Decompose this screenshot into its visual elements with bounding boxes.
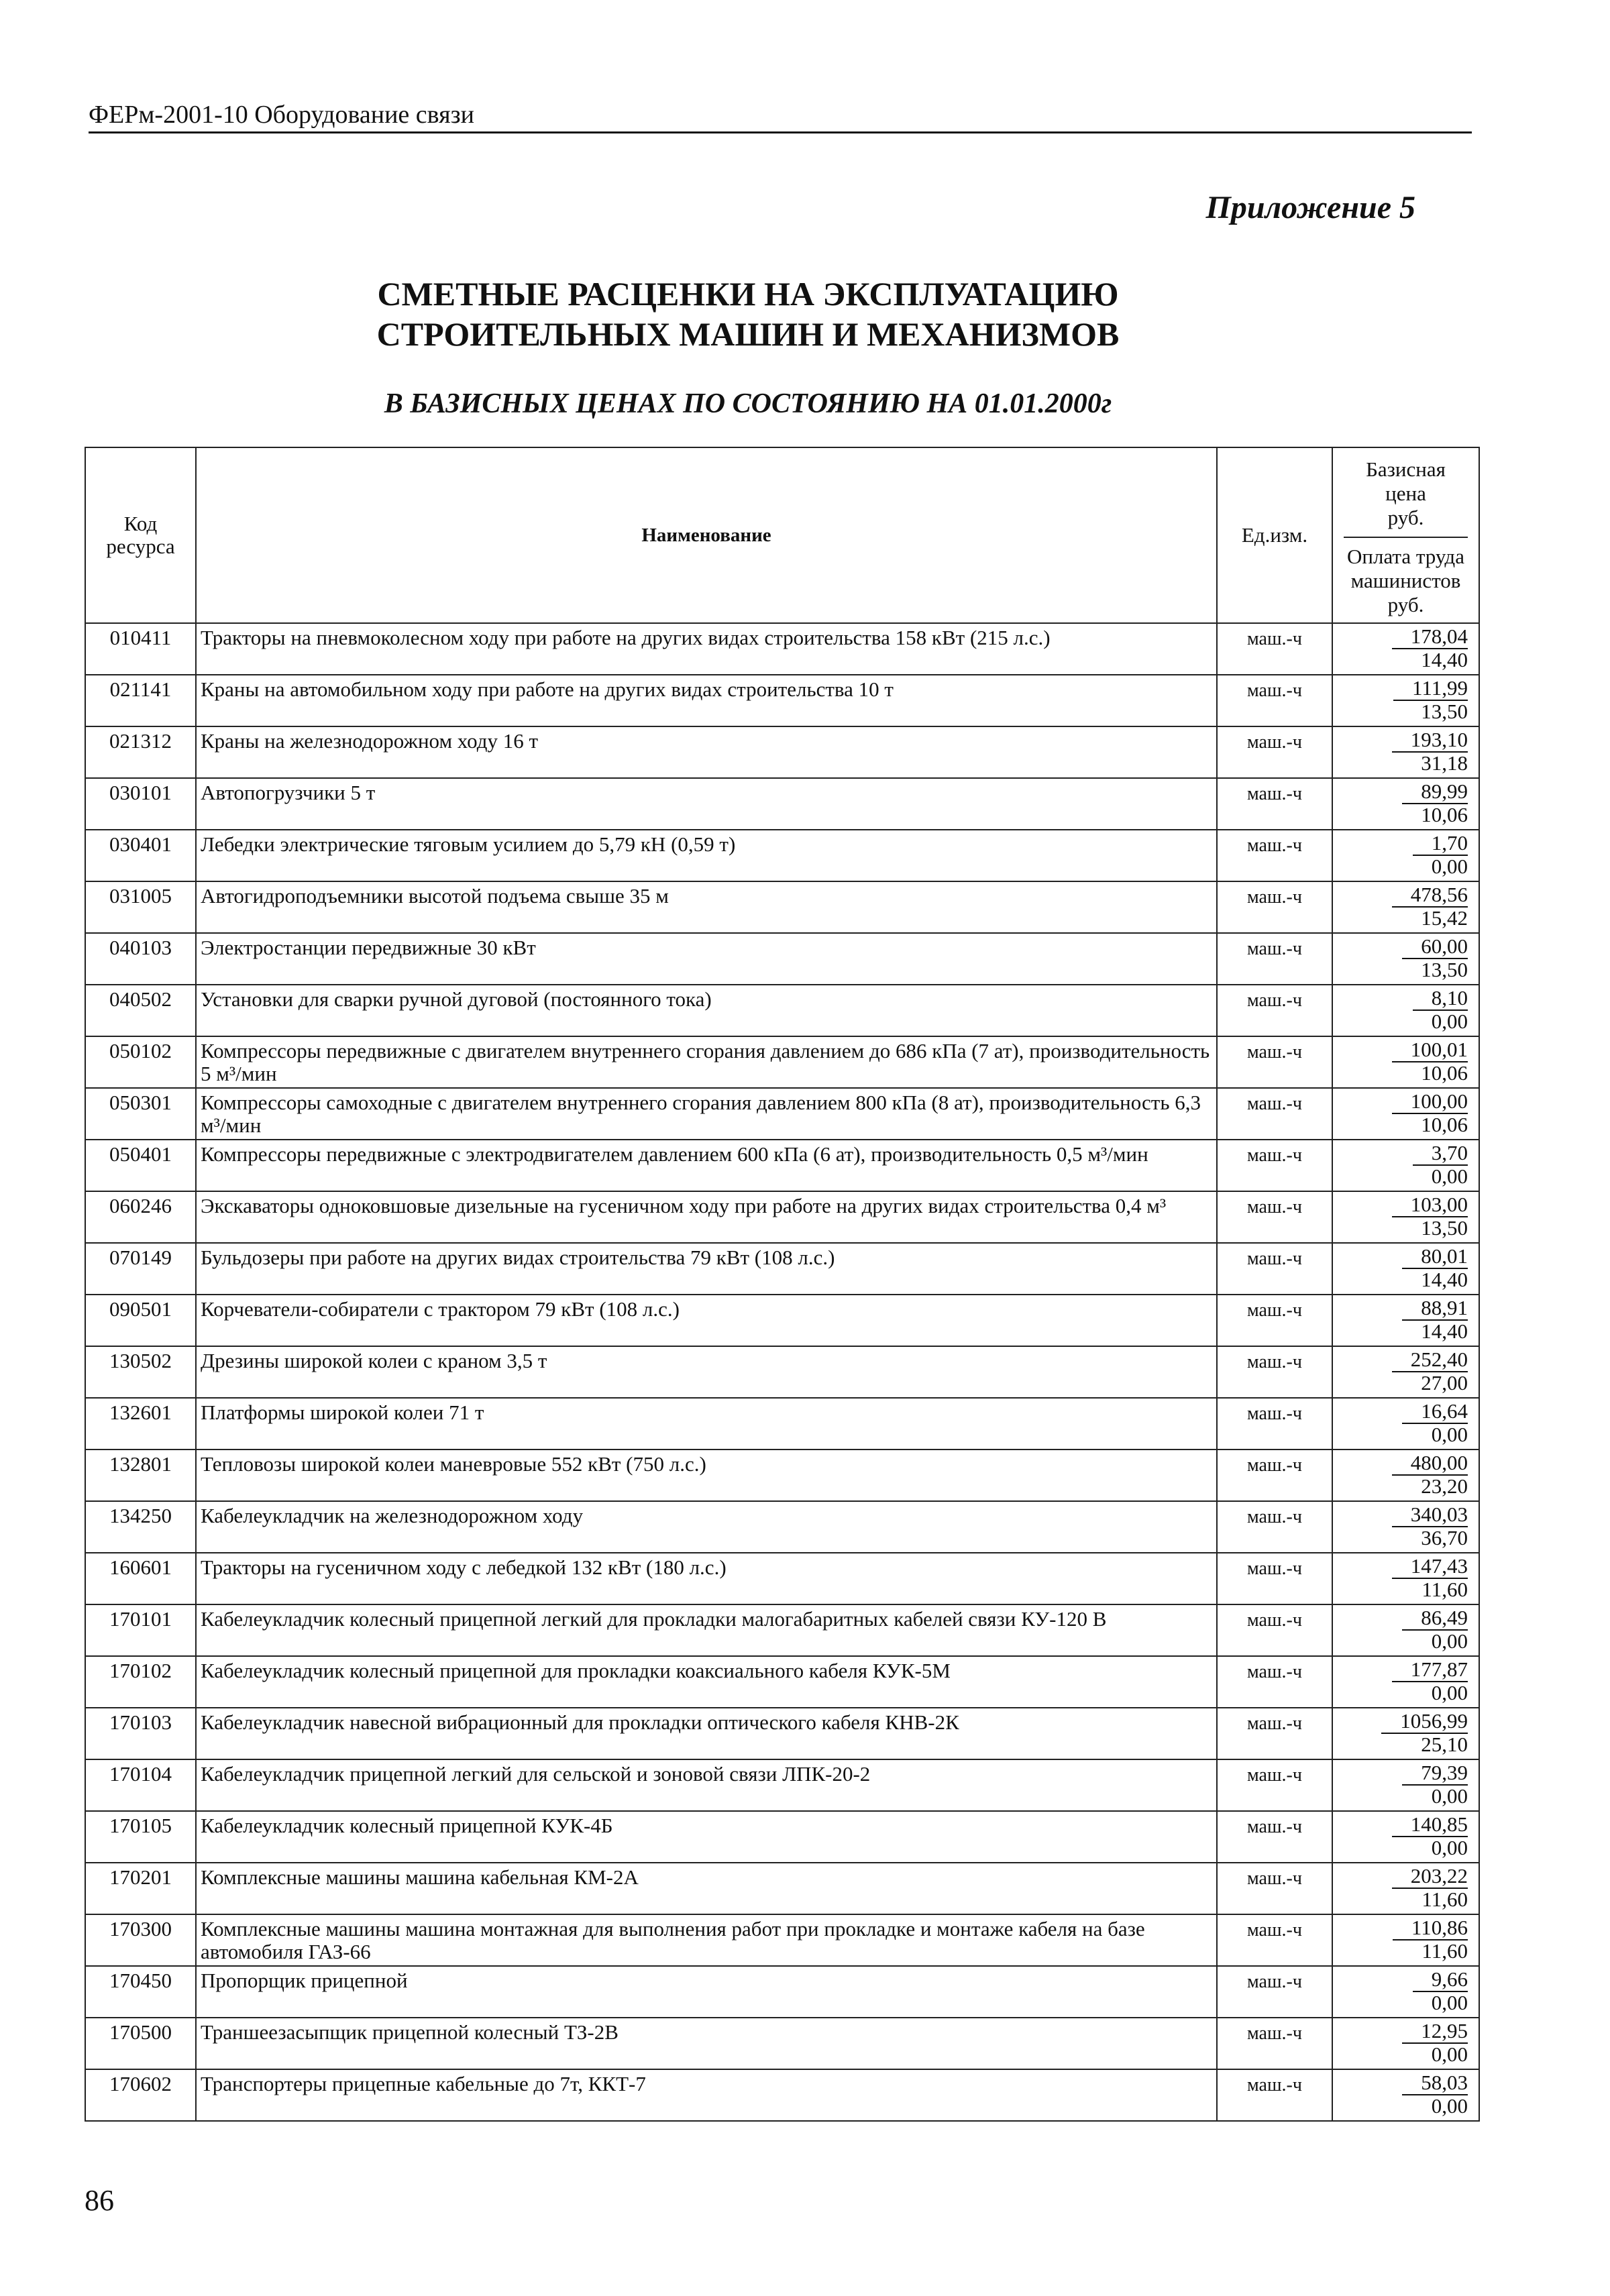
table-header-row	[85, 447, 1479, 623]
resource-unit: маш.-ч	[1217, 881, 1332, 933]
header-code-line-1: Код	[123, 512, 158, 535]
base-price-line	[1333, 1708, 1479, 1733]
resource-price-cell	[1332, 1346, 1479, 1398]
base-price-line	[1333, 624, 1479, 648]
base-price-line	[1333, 1450, 1479, 1474]
resource-code: 030101	[85, 778, 196, 830]
base-price-line	[1333, 1657, 1479, 1681]
base-price-line	[1333, 1760, 1479, 1784]
resource-price-cell	[1332, 1553, 1479, 1604]
labor-pay: 0,00	[1431, 1991, 1468, 2014]
labor-pay: 23,20	[1421, 1474, 1468, 1498]
resource-unit: маш.-ч	[1217, 830, 1332, 881]
resource-unit: маш.-ч	[1217, 1553, 1332, 1604]
resource-code: 170105	[85, 1811, 196, 1863]
resource-code: 060246	[85, 1191, 196, 1243]
resource-unit: маш.-ч	[1217, 1346, 1332, 1398]
resource-unit: маш.-ч	[1217, 1759, 1332, 1811]
resource-price-cell	[1332, 1140, 1479, 1191]
resource-price-cell	[1332, 1450, 1479, 1501]
resource-unit: маш.-ч	[1217, 1191, 1332, 1243]
title-line-2: СТРОИТЕЛЬНЫХ МАШИН И МЕХАНИЗМОВ	[376, 315, 1120, 353]
page-number: 86	[85, 2184, 114, 2217]
base-price-line	[1333, 1037, 1479, 1061]
resource-code: 170104	[85, 1759, 196, 1811]
resource-price-cell	[1332, 1191, 1479, 1243]
labor-pay: 13,50	[1421, 700, 1468, 723]
base-price: 203,22	[1392, 1864, 1468, 1889]
resource-name: Тракторы на гусеничном ходу с лебедкой 132 кВт (180 л.с.)	[196, 1553, 1217, 1604]
labor-pay: 0,00	[1431, 1681, 1468, 1704]
resource-unit: маш.-ч	[1217, 1295, 1332, 1346]
table-body	[85, 623, 1479, 2121]
resource-price-cell	[1332, 1811, 1479, 1863]
resource-unit: маш.-ч	[1217, 726, 1332, 778]
resource-price-cell	[1332, 1966, 1479, 2018]
resource-price-cell	[1332, 1243, 1479, 1295]
header-code	[85, 447, 196, 623]
base-price: 340,03	[1392, 1502, 1468, 1527]
table-row	[85, 1088, 1479, 1140]
table-row	[85, 1036, 1479, 1088]
base-price-line	[1333, 2018, 1479, 2042]
resource-code: 170500	[85, 2018, 196, 2069]
header-labor-line-3: руб.	[1387, 593, 1424, 616]
resource-unit: маш.-ч	[1217, 675, 1332, 726]
base-price-line	[1333, 1915, 1479, 1939]
document-subtitle: В БАЗИСНЫХ ЦЕНАХ ПО СОСТОЯНИЮ НА 01.01.2000г	[384, 388, 1112, 419]
running-header: ФЕРм-2001-10 Оборудование связи	[89, 99, 1472, 133]
resource-unit: маш.-ч	[1217, 1088, 1332, 1140]
resource-code: 160601	[85, 1553, 196, 1604]
table-row	[85, 1656, 1479, 1708]
table-row	[85, 1811, 1479, 1863]
resource-code: 021141	[85, 675, 196, 726]
resource-code: 040502	[85, 985, 196, 1036]
resource-unit: маш.-ч	[1217, 623, 1332, 675]
table-row	[85, 1243, 1479, 1295]
base-price: 9,66	[1413, 1967, 1468, 1992]
table-row	[85, 1191, 1479, 1243]
table-row	[85, 1346, 1479, 1398]
base-price: 103,00	[1392, 1193, 1468, 1217]
base-price: 80,01	[1402, 1244, 1468, 1269]
resource-name: Электростанции передвижные 30 кВт	[196, 933, 1217, 985]
resource-price-cell	[1332, 778, 1479, 830]
base-price-line	[1333, 1553, 1479, 1578]
labor-pay: 27,00	[1421, 1371, 1468, 1395]
labor-pay: 11,60	[1421, 1888, 1468, 1911]
base-price-line	[1333, 1244, 1479, 1268]
header-labor-line-2: машинистов	[1350, 569, 1461, 592]
resource-code: 170102	[85, 1656, 196, 1708]
resource-name: Бульдозеры при работе на других видах строительства 79 кВт (108 л.с.)	[196, 1243, 1217, 1295]
resource-name: Краны на автомобильном ходу при работе на других видах строительства 10 т	[196, 675, 1217, 726]
table-row	[85, 2018, 1479, 2069]
resource-unit: маш.-ч	[1217, 1708, 1332, 1759]
labor-pay: 25,10	[1421, 1733, 1468, 1756]
resource-price-table	[85, 447, 1480, 2122]
appendix-label: Приложение 5	[1205, 190, 1415, 225]
base-price-line	[1333, 1140, 1479, 1164]
resource-name: Компрессоры передвижные с электродвигателем давлением 600 кПа (6 ат), производительность 0,5 м³/мин	[196, 1140, 1217, 1191]
resource-name: Кабелеукладчик колесный прицепной КУК-4Б	[196, 1811, 1217, 1863]
resource-name: Пропорщик прицепной	[196, 1966, 1217, 2018]
base-price-line	[1333, 1192, 1479, 1216]
header-code-line-2: ресурса	[106, 535, 175, 558]
resource-unit: маш.-ч	[1217, 1863, 1332, 1914]
resource-unit: маш.-ч	[1217, 1914, 1332, 1966]
base-price: 480,00	[1392, 1451, 1468, 1476]
base-price-line	[1333, 1347, 1479, 1371]
header-base-price-line-2: цена	[1385, 482, 1426, 505]
header-base-price-line-3: руб.	[1387, 506, 1424, 529]
table-row	[85, 1501, 1479, 1553]
resource-unit: маш.-ч	[1217, 778, 1332, 830]
table-row	[85, 881, 1479, 933]
base-price: 478,56	[1392, 883, 1468, 908]
resource-price-cell	[1332, 830, 1479, 881]
resource-name: Кабелеукладчик навесной вибрационный для прокладки оптического кабеля КНВ-2К	[196, 1708, 1217, 1759]
resource-price-cell	[1332, 985, 1479, 1036]
resource-code: 010411	[85, 623, 196, 675]
labor-pay: 15,42	[1421, 906, 1468, 930]
header-labor-line-1: Оплата труда	[1347, 545, 1464, 568]
resource-unit: маш.-ч	[1217, 1036, 1332, 1088]
resource-name: Автогидроподъемники высотой подъема свыше 35 м	[196, 881, 1217, 933]
resource-price-cell	[1332, 1088, 1479, 1140]
table-row	[85, 675, 1479, 726]
resource-code: 170201	[85, 1863, 196, 1914]
resource-price-cell	[1332, 1708, 1479, 1759]
resource-unit: маш.-ч	[1217, 2069, 1332, 2121]
resource-code: 170103	[85, 1708, 196, 1759]
labor-pay: 0,00	[1431, 1629, 1468, 1653]
table-row	[85, 1914, 1479, 1966]
base-price: 100,00	[1392, 1089, 1468, 1114]
table-row	[85, 1140, 1479, 1191]
base-price-line	[1333, 1502, 1479, 1526]
resource-unit: маш.-ч	[1217, 1398, 1332, 1450]
resource-name: Экскаваторы одноковшовые дизельные на гусеничном ходу при работе на других видах строительства 0,4 м³	[196, 1191, 1217, 1243]
labor-pay: 0,00	[1431, 2094, 1468, 2118]
base-price-line	[1333, 934, 1479, 958]
resource-code: 090501	[85, 1295, 196, 1346]
table-row	[85, 623, 1479, 675]
labor-pay: 0,00	[1431, 2042, 1468, 2066]
resource-price-cell	[1332, 1036, 1479, 1088]
labor-pay: 11,60	[1421, 1939, 1468, 1963]
resource-name: Кабелеукладчик колесный прицепной легкий для прокладки малогабаритных кабелей связи КУ-120 В	[196, 1604, 1217, 1656]
resource-name: Установки для сварки ручной дуговой (постоянного тока)	[196, 985, 1217, 1036]
resource-code: 170300	[85, 1914, 196, 1966]
table-row	[85, 933, 1479, 985]
base-price-line	[1333, 727, 1479, 751]
labor-pay: 0,00	[1431, 1164, 1468, 1188]
base-price-line	[1333, 830, 1479, 855]
base-price-line	[1333, 1812, 1479, 1836]
resource-code: 050102	[85, 1036, 196, 1088]
labor-pay: 10,06	[1421, 1061, 1468, 1085]
base-price: 89,99	[1402, 779, 1468, 804]
labor-pay: 10,06	[1421, 803, 1468, 826]
labor-pay: 0,00	[1431, 1423, 1468, 1446]
labor-pay: 31,18	[1421, 751, 1468, 775]
resource-code: 040103	[85, 933, 196, 985]
resource-name: Кабелеукладчик колесный прицепной для прокладки коаксиального кабеля КУК-5М	[196, 1656, 1217, 1708]
resource-unit: маш.-ч	[1217, 985, 1332, 1036]
resource-price-cell	[1332, 675, 1479, 726]
resource-name: Комплексные машины машина монтажная для выполнения работ при прокладке и монтаже кабеля на базе автомобиля ГАЗ-66	[196, 1914, 1217, 1966]
labor-pay: 10,06	[1421, 1113, 1468, 1136]
base-price: 79,39	[1402, 1761, 1468, 1786]
table-row	[85, 985, 1479, 1036]
resource-price-cell	[1332, 1863, 1479, 1914]
table-row	[85, 1863, 1479, 1914]
base-price: 177,87	[1392, 1657, 1468, 1682]
base-price: 100,01	[1392, 1038, 1468, 1062]
table-row	[85, 1295, 1479, 1346]
labor-pay: 11,60	[1421, 1578, 1468, 1601]
resource-name: Комплексные машины машина кабельная КМ-2А	[196, 1863, 1217, 1914]
document-title	[0, 274, 1496, 354]
resource-unit: маш.-ч	[1217, 1140, 1332, 1191]
base-price-line	[1333, 1089, 1479, 1113]
resource-code: 134250	[85, 1501, 196, 1553]
resource-price-cell	[1332, 933, 1479, 985]
labor-pay: 13,50	[1421, 958, 1468, 981]
table-row	[85, 1759, 1479, 1811]
resource-name: Траншеезасыпщик прицепной колесный ТЗ-2В	[196, 2018, 1217, 2069]
resource-name: Автопогрузчики 5 т	[196, 778, 1217, 830]
base-price-line	[1333, 1863, 1479, 1888]
base-price: 193,10	[1392, 728, 1468, 753]
header-price	[1332, 447, 1479, 623]
resource-name: Краны на железнодорожном ходу 16 т	[196, 726, 1217, 778]
header-labor-pay	[1333, 538, 1479, 622]
resource-code: 031005	[85, 881, 196, 933]
base-price: 8,10	[1413, 986, 1468, 1011]
resource-price-cell	[1332, 623, 1479, 675]
base-price-line	[1333, 675, 1479, 700]
labor-pay: 0,00	[1431, 1836, 1468, 1859]
base-price-line	[1333, 882, 1479, 906]
resource-price-cell	[1332, 1501, 1479, 1553]
table-row	[85, 778, 1479, 830]
table-row	[85, 2069, 1479, 2121]
base-price-line	[1333, 1967, 1479, 1991]
base-price: 147,43	[1392, 1554, 1468, 1579]
table-row	[85, 726, 1479, 778]
labor-pay: 14,40	[1421, 1319, 1468, 1343]
resource-unit: маш.-ч	[1217, 2018, 1332, 2069]
base-price: 252,40	[1392, 1348, 1468, 1372]
labor-pay: 14,40	[1421, 648, 1468, 671]
base-price: 58,03	[1402, 2071, 1468, 2095]
resource-name: Транспортеры прицепные кабельные до 7т, ККТ-7	[196, 2069, 1217, 2121]
resource-code: 050401	[85, 1140, 196, 1191]
labor-pay: 36,70	[1421, 1526, 1468, 1549]
resource-name: Кабелеукладчик на железнодорожном ходу	[196, 1501, 1217, 1553]
resource-price-cell	[1332, 1656, 1479, 1708]
labor-pay: 0,00	[1431, 1009, 1468, 1033]
resource-price-cell	[1332, 881, 1479, 933]
base-price: 88,91	[1402, 1296, 1468, 1321]
table-row	[85, 1450, 1479, 1501]
base-price: 178,04	[1392, 624, 1468, 649]
resource-price-cell	[1332, 2069, 1479, 2121]
base-price: 111,99	[1393, 676, 1468, 701]
resource-unit: маш.-ч	[1217, 1604, 1332, 1656]
resource-name: Тепловозы широкой колеи маневровые 552 кВт (750 л.с.)	[196, 1450, 1217, 1501]
resource-unit: маш.-ч	[1217, 933, 1332, 985]
resource-name: Корчеватели-собиратели с трактором 79 кВт (108 л.с.)	[196, 1295, 1217, 1346]
resource-code: 170602	[85, 2069, 196, 2121]
resource-price-cell	[1332, 2018, 1479, 2069]
resource-code: 030401	[85, 830, 196, 881]
labor-pay: 0,00	[1431, 855, 1468, 878]
labor-pay: 0,00	[1431, 1784, 1468, 1808]
base-price: 1,70	[1413, 831, 1468, 856]
table-row	[85, 1966, 1479, 2018]
resource-name: Лебедки электрические тяговым усилием до 5,79 кН (0,59 т)	[196, 830, 1217, 881]
resource-name: Компрессоры передвижные с двигателем внутреннего сгорания давлением до 686 кПа (7 ат), производительность 5 м³/мин	[196, 1036, 1217, 1088]
labor-pay: 14,40	[1421, 1268, 1468, 1291]
base-price-line	[1333, 1605, 1479, 1629]
header-base-price	[1333, 448, 1479, 537]
base-price-line	[1333, 1399, 1479, 1423]
resource-price-cell	[1332, 1914, 1479, 1966]
base-price: 3,70	[1413, 1141, 1468, 1166]
resource-name: Платформы широкой колеи 71 т	[196, 1398, 1217, 1450]
table-row	[85, 1604, 1479, 1656]
resource-unit: маш.-ч	[1217, 1501, 1332, 1553]
resource-unit: маш.-ч	[1217, 1811, 1332, 1863]
resource-code: 132601	[85, 1398, 196, 1450]
base-price: 1056,99	[1381, 1709, 1468, 1734]
base-price: 140,85	[1392, 1812, 1468, 1837]
resource-code: 132801	[85, 1450, 196, 1501]
header-unit: Ед.изм.	[1217, 447, 1332, 623]
base-price-line	[1333, 1295, 1479, 1319]
table-row	[85, 1398, 1479, 1450]
resource-code: 170101	[85, 1604, 196, 1656]
table-row	[85, 1708, 1479, 1759]
base-price: 16,64	[1402, 1399, 1468, 1424]
resource-price-cell	[1332, 1759, 1479, 1811]
header-base-price-line-1: Базисная	[1366, 457, 1446, 481]
resource-code: 050301	[85, 1088, 196, 1140]
base-price: 110,86	[1393, 1916, 1468, 1940]
base-price-line	[1333, 985, 1479, 1009]
table-row	[85, 1553, 1479, 1604]
base-price: 86,49	[1402, 1606, 1468, 1631]
resource-code: 130502	[85, 1346, 196, 1398]
resource-price-cell	[1332, 1295, 1479, 1346]
resource-name: Дрезины широкой колеи с краном 3,5 т	[196, 1346, 1217, 1398]
resource-unit: маш.-ч	[1217, 1966, 1332, 2018]
resource-code: 021312	[85, 726, 196, 778]
table-row	[85, 830, 1479, 881]
resource-unit: маш.-ч	[1217, 1243, 1332, 1295]
title-line-1: СМЕТНЫЕ РАСЦЕНКИ НА ЭКСПЛУАТАЦИЮ	[377, 275, 1119, 313]
labor-pay: 13,50	[1421, 1216, 1468, 1240]
resource-name: Кабелеукладчик прицепной легкий для сельской и зоновой связи ЛПК-20-2	[196, 1759, 1217, 1811]
base-price: 60,00	[1402, 934, 1468, 959]
resource-code: 070149	[85, 1243, 196, 1295]
base-price-line	[1333, 2070, 1479, 2094]
resource-unit: маш.-ч	[1217, 1450, 1332, 1501]
resource-price-cell	[1332, 1604, 1479, 1656]
resource-code: 170450	[85, 1966, 196, 2018]
resource-price-cell	[1332, 726, 1479, 778]
header-name: Наименование	[196, 447, 1217, 623]
resource-unit: маш.-ч	[1217, 1656, 1332, 1708]
resource-price-cell	[1332, 1398, 1479, 1450]
resource-name: Тракторы на пневмоколесном ходу при работе на других видах строительства 158 кВт (215 л.с.)	[196, 623, 1217, 675]
base-price: 12,95	[1402, 2019, 1468, 2044]
base-price-line	[1333, 779, 1479, 803]
resource-name: Компрессоры самоходные с двигателем внутреннего сгорания давлением 800 кПа (8 ат), производительность 6,3 м³/мин	[196, 1088, 1217, 1140]
